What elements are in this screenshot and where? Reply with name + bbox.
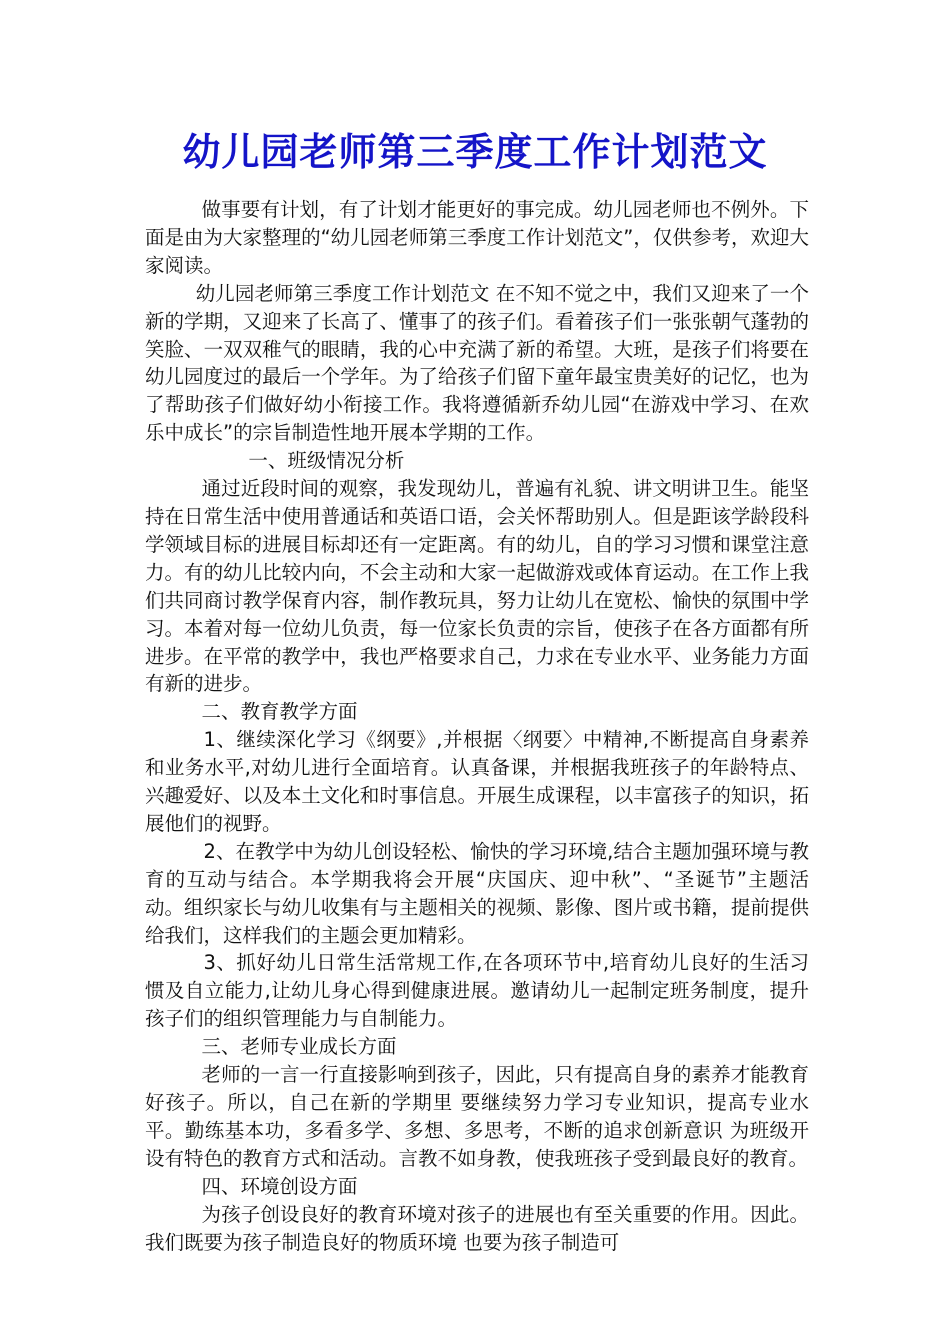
intro-paragraph: 做事要有计划，有了计划才能更好的事完成。幼儿园老师也不例外。下面是由为大家整理的“幼儿园老师第三季度工作计划范文”，仅供参考，欢迎大家阅读。 [145,198,809,277]
body-paragraph: 通过近段时间的观察，我发现幼儿，普遍有礼貌、讲文明讲卫生。能坚持在日常生活中使用普通话和英语口语，会关怀帮助别人。但是距该学龄段科学领域目标的进展目标却还有一定距离。有的幼儿，自的学习习惯和课堂注意力。有的幼儿比较内向，不会主动和大家一起做游戏或体育运动。在工作上我们共同商讨教学保育内容，制作教玩具，努力让幼儿在宽松、愉快的氛围中学习。本着对每一位幼儿负责，每一位家长负责的宗旨，使孩子在各方面都有所进步。在平常的教学中，我也严格要求自己，力求在专业水平、业务能力方面有新的进步。 [145,477,809,696]
body-paragraph: 为孩子创设良好的教育环境对孩子的进展也有至关重要的作用。因此。我们既要为孩子制造良好的物质环境 也要为孩子制造可 [145,1202,809,1254]
section-heading: 二、教育教学方面 [201,700,358,724]
list-item: 1、继续深化学习《纲要》,并根据〈纲要〉中精神,不断提高自身素养和业务水平,对幼儿进行全面培育。认真备课，并根据我班孩子的年龄特点、兴趣爱好、以及本土文化和时事信息。开展生成课程，以丰富孩子的知识，拓展他们的视野。 [145,728,809,835]
document-title: 幼儿园老师第三季度工作计划范文 [182,129,768,174]
section-heading: 四、环境创设方面 [201,1174,358,1198]
body-paragraph: 老师的一言一行直接影响到孩子，因此，只有提高自身的素养才能教育好孩子。所以，自己在新的学期里 要继续努力学习专业知识，提高专业水平。勤练基本功，多看多学、多想、多思考，不断的追求创新意识 为班级开设有特色的教育方式和活动。言教不如身教，使我班孩子受到最良好的教育。 [145,1063,809,1170]
list-item: 2、在教学中为幼儿创设轻松、愉快的学习环境,结合主题加强环境与教育的互动与结合。本学期我将会开展“庆国庆、迎中秋”、“圣诞节”主题活动。组织家长与幼儿收集有与主题相关的视频、影像、图片或书籍，提前提供给我们，这样我们的主题会更加精彩。 [145,839,809,947]
document-body [145,196,809,1256]
opening-paragraph: 幼儿园老师第三季度工作计划范文 在不知不觉之中，我们又迎来了一个新的学期，又迎来了长高了、懂事了的孩子们。看着孩子们一张张朝气蓬勃的笑脸、一双双稚气的眼睛，我的心中充满了新的希望。大班，是孩子们将要在幼儿园度过的最后一个学年。为了给孩子们留下童年最宝贵美好的记忆，也为了帮助孩子们做好幼小衔接工作。我将遵循新乔幼儿园“在游戏中学习、在欢乐中成长”的宗旨制造性地开展本学期的工作。 [145,281,809,445]
list-item: 3、抓好幼儿日常生活常规工作,在各项环节中,培育幼儿良好的生活习惯及自立能力,让幼儿身心得到健康进展。邀请幼儿一起制定班务制度，提升孩子们的组织管理能力与自制能力。 [145,951,809,1031]
section-heading: 三、老师专业成长方面 [201,1035,397,1059]
section-heading: 一、班级情况分析 [248,449,405,473]
